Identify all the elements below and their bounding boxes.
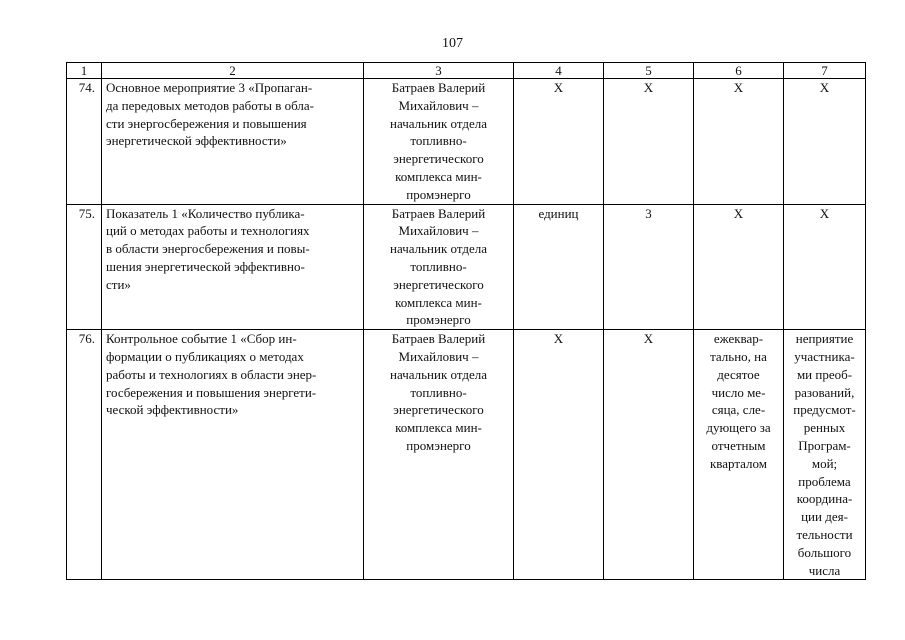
column-header-6: 6	[694, 63, 784, 79]
row-col5: Х	[604, 330, 694, 580]
row-name-text: Контрольное событие 1 «Сбор ин- формации о публикациях о методах работы и технологиях в области энер- госбережения и повышения энергети- ческой эффективности»	[106, 331, 317, 418]
row-name	[102, 79, 364, 205]
table-row	[67, 79, 866, 205]
row-col4: Х	[514, 79, 604, 205]
table-row	[67, 330, 866, 580]
row-col6: Х	[694, 79, 784, 205]
row-name-text: Показатель 1 «Количество публика- ций о методах работы и технологиях в области энергосбережения и повы- шения энергетической эффективно- сти»	[106, 205, 310, 292]
table-row	[67, 204, 866, 330]
column-header-1: 1	[67, 63, 102, 79]
row-col5: Х	[604, 79, 694, 205]
header-row	[67, 63, 866, 79]
row-col7: Х	[784, 79, 866, 205]
row-col7: Х	[784, 204, 866, 330]
row-responsible-text: Батраев Валерий Михайлович – начальник отдела топливно- энергетического комплекса мин- промэнерго	[389, 331, 487, 453]
row-responsible	[364, 79, 514, 205]
row-col6	[694, 330, 784, 580]
column-header-5: 5	[604, 63, 694, 79]
program-table	[66, 62, 866, 580]
column-header-3: 3	[364, 63, 514, 79]
page-number: 107	[442, 36, 463, 51]
row-col7-text: неприятие участника- ми преоб- разований, предусмот- ренных Програм- мой; проблема координа- ции дея- тельности большого числа	[793, 331, 856, 578]
column-header-2: 2	[102, 63, 364, 79]
row-responsible	[364, 330, 514, 580]
column-header-4: 4	[514, 63, 604, 79]
row-number: 74.	[67, 79, 102, 205]
row-responsible-text: Батраев Валерий Михайлович – начальник отдела топливно- энергетического комплекса мин- промэнерго	[389, 80, 487, 202]
row-col4: единиц	[514, 204, 604, 330]
column-header-7: 7	[784, 63, 866, 79]
row-number: 75.	[67, 204, 102, 330]
row-name	[102, 204, 364, 330]
row-col5: 3	[604, 204, 694, 330]
row-number: 76.	[67, 330, 102, 580]
row-col7	[784, 330, 866, 580]
row-name	[102, 330, 364, 580]
row-col4: Х	[514, 330, 604, 580]
row-col6: Х	[694, 204, 784, 330]
row-name-text: Основное мероприятие 3 «Пропаган- да передовых методов работы в обла- сти энергосбережения и повышения энергетической эффективности»	[106, 80, 314, 149]
row-responsible-text: Батраев Валерий Михайлович – начальник отдела топливно- энергетического комплекса мин- промэнерго	[389, 205, 487, 328]
row-responsible	[364, 204, 514, 330]
row-col6-text: ежеквар- тально, на десятое число ме- сяца, сле- дующего за отчетным кварталом	[706, 331, 771, 471]
